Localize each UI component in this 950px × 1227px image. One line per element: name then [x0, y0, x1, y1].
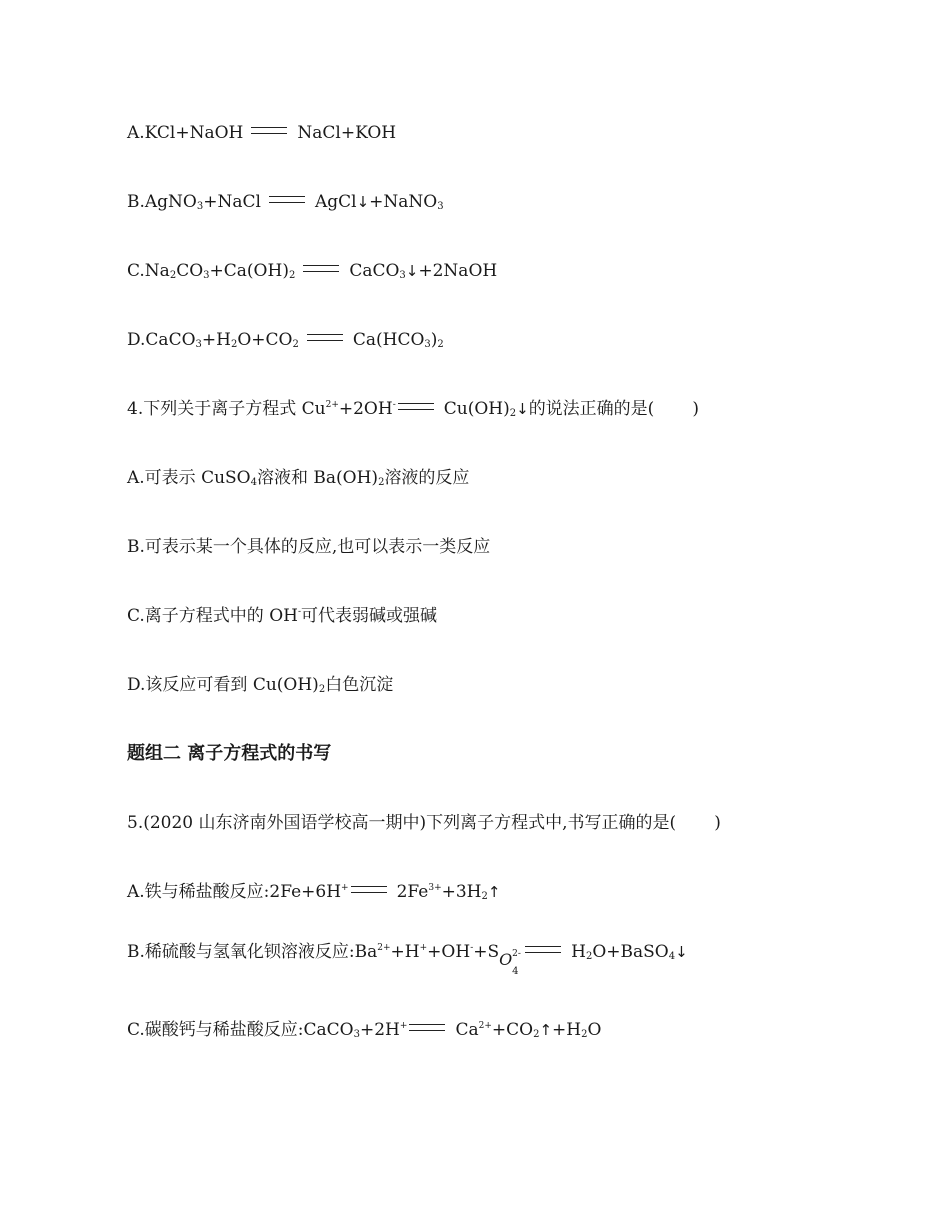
text: Ca(HCO: [352, 330, 425, 350]
text: CO: [176, 261, 204, 281]
text: ): [714, 813, 721, 833]
text: D.该反应可看到 Cu(OH): [127, 675, 319, 695]
question-5: [127, 812, 721, 834]
subscript: 3: [196, 201, 204, 212]
option-3a: [127, 122, 396, 144]
subscript: 2: [230, 339, 238, 350]
option-3c: [127, 260, 497, 282]
superscript: +: [341, 883, 349, 893]
text: +3H: [441, 882, 482, 902]
text: 溶液的反应: [384, 468, 470, 488]
subscript: 3: [195, 339, 202, 350]
text: +OH: [427, 942, 471, 962]
equals-sign: [525, 946, 561, 953]
text: +CO: [491, 1020, 534, 1040]
subscript: 4: [668, 951, 676, 962]
subscript: 3: [424, 339, 431, 350]
equals-sign: [409, 1024, 445, 1031]
option-5b: [127, 941, 688, 977]
option-4d: [127, 674, 393, 696]
option-3d: [127, 329, 444, 351]
text: O+BaSO: [592, 942, 669, 962]
section-heading: [127, 743, 331, 765]
superscript: -: [470, 943, 474, 953]
text: +S: [473, 942, 500, 962]
text: ): [692, 399, 699, 419]
option-3b: [127, 191, 444, 213]
question-4: [127, 398, 699, 420]
text: H: [571, 942, 586, 962]
text: +NaNO: [369, 192, 438, 212]
superscript: 2+: [325, 400, 339, 410]
down-arrow-icon: ↓: [356, 193, 370, 211]
up-arrow-icon: ↑: [539, 1021, 553, 1039]
text: O+CO: [237, 330, 293, 350]
text: +Ca(OH): [209, 261, 289, 281]
subscript: 2: [509, 408, 517, 419]
subscript: 2: [437, 339, 444, 350]
text: B.AgNO: [127, 192, 197, 212]
equals-sign: [303, 265, 339, 272]
subscript: 3: [399, 270, 406, 281]
subscript: 2: [585, 951, 593, 962]
text: C.Na: [127, 261, 170, 281]
down-arrow-icon: ↓: [516, 400, 529, 418]
superscript: -: [297, 607, 302, 617]
subscript: 2: [581, 1029, 588, 1040]
equals-sign: [351, 886, 387, 893]
text: 溶液和 Ba(OH): [257, 468, 379, 488]
text: +2H: [360, 1020, 400, 1040]
subscript: 2: [288, 270, 296, 281]
subscript: 2: [533, 1029, 540, 1040]
superscript: +: [399, 1021, 408, 1031]
text: +NaCl: [203, 192, 261, 212]
superscript: 2+: [478, 1021, 492, 1031]
subscript: 3: [437, 201, 444, 212]
equals-sign: [251, 127, 287, 134]
text: 白色沉淀: [325, 675, 394, 695]
up-arrow-icon: ↑: [487, 883, 501, 901]
text: C.碳酸钙与稀盐酸反应:CaCO: [127, 1020, 354, 1040]
subscript: 2: [481, 891, 488, 902]
text: A.可表示 CuSO: [127, 468, 251, 488]
text: CaCO: [349, 261, 400, 281]
text: +2NaOH: [418, 261, 498, 281]
text: Cu(OH): [443, 399, 510, 419]
reactants: A.KCl+NaOH: [127, 123, 244, 143]
sulfate-ion: [499, 943, 523, 977]
text: +2OH: [338, 399, 393, 419]
products: NaCl+KOH: [297, 123, 397, 143]
text: ): [430, 330, 438, 350]
superscript: +: [419, 943, 428, 953]
equals-sign: [398, 403, 434, 410]
subscript: 4: [512, 966, 519, 977]
option-4b: [127, 536, 490, 558]
superscript: -: [392, 400, 396, 410]
text: O: [587, 1020, 602, 1040]
text: AgCl: [314, 192, 357, 212]
subscript: 4: [250, 477, 257, 488]
text: O: [499, 950, 513, 969]
text: B.稀硫酸与氢氧化钡溶液反应:Ba: [127, 942, 378, 962]
option-4a: [127, 467, 469, 489]
superscript: 3+: [428, 883, 442, 893]
subscript: 2: [169, 270, 177, 281]
text: D.CaCO: [127, 330, 196, 350]
text: +H: [201, 330, 231, 350]
down-arrow-icon: ↓: [405, 262, 419, 280]
down-arrow-icon: ↓: [675, 943, 688, 961]
equals-sign: [307, 334, 343, 341]
text: Ca: [455, 1020, 479, 1040]
text: 5.(2020 山东济南外国语学校高一期中)下列离子方程式中,书写正确的是(: [127, 813, 677, 833]
text: C.离子方程式中的 OH: [127, 606, 298, 626]
text: B.可表示某一个具体的反应,也可以表示一类反应: [127, 537, 491, 557]
subscript: 2: [318, 684, 326, 695]
superscript: 2+: [377, 943, 391, 953]
subscript: 3: [203, 270, 210, 281]
equals-sign: [269, 196, 305, 203]
text: 可代表弱碱或强碱: [301, 606, 438, 626]
subscript: 2: [292, 339, 299, 350]
subscript: 3: [353, 1029, 360, 1040]
option-5c: [127, 1019, 601, 1041]
text: +H: [390, 942, 420, 962]
text: 4.下列关于离子方程式 Cu: [127, 399, 326, 419]
text: +H: [552, 1020, 582, 1040]
text: 2Fe: [396, 882, 429, 902]
option-5a: [127, 881, 500, 903]
text: A.铁与稀盐酸反应:2Fe+6H: [127, 882, 342, 902]
option-4c: [127, 605, 437, 627]
text: 的说法正确的是(: [528, 399, 655, 419]
subscript: 2: [378, 477, 385, 488]
text: 题组二 离子方程式的书写: [127, 743, 332, 764]
superscript: 2-: [512, 949, 521, 959]
